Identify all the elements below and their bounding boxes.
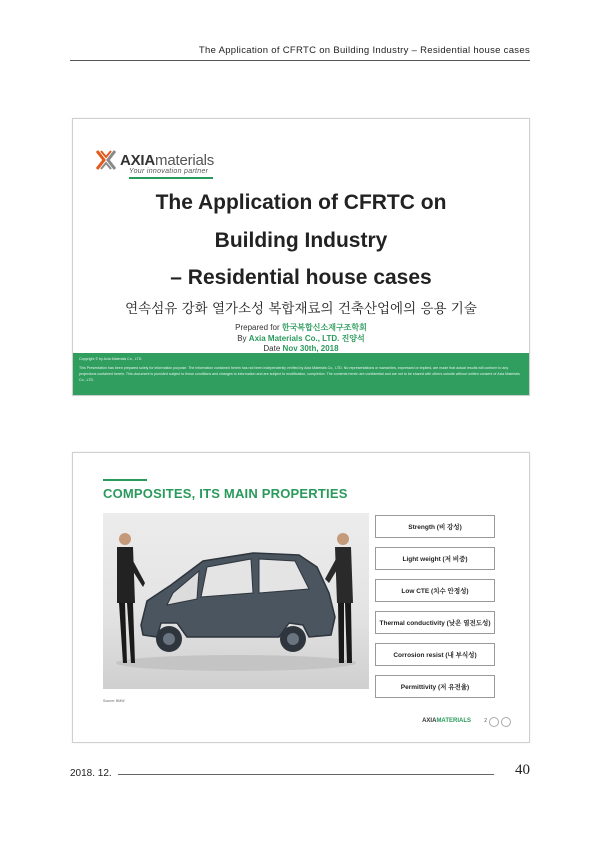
property-corrosion-resist: Corrosion resist (내 부식성) xyxy=(375,643,495,666)
by-line xyxy=(73,333,529,344)
property-light-weight: Light weight (저 비중) xyxy=(375,547,495,570)
property-strength: Strength (비 강성) xyxy=(375,515,495,538)
by-person: 진양석 xyxy=(341,334,365,343)
header-rule xyxy=(70,60,530,61)
slide-page-number: 2 xyxy=(484,718,487,724)
date-label: Date xyxy=(263,344,281,353)
footer-copyright: Copyright © by Axia Materials Co., LTD. xyxy=(79,357,143,361)
axia-x-logo-icon xyxy=(95,149,117,171)
properties-list xyxy=(375,515,495,707)
tagline-underline xyxy=(129,177,213,179)
prepared-for-line xyxy=(73,322,529,333)
tagline: Your innovation partner xyxy=(129,168,209,175)
footer-brand-light: MATERIALS xyxy=(436,718,471,724)
slide-title-line3: – Residential house cases xyxy=(170,266,432,289)
slide-title: COMPOSITES, ITS MAIN PROPERTIES xyxy=(103,486,348,501)
photo-caption: Source: BMW xyxy=(103,699,125,703)
slide-footer-brand xyxy=(422,718,471,724)
slide-nav xyxy=(489,717,511,727)
next-slide-icon xyxy=(501,717,511,727)
page-number: 40 xyxy=(515,762,530,778)
by-company: Axia Materials Co., LTD. xyxy=(248,334,340,343)
logo-wordmark xyxy=(120,152,214,169)
prev-slide-icon xyxy=(489,717,499,727)
slide-title-line2: Building Industry xyxy=(214,229,388,252)
korean-subtitle: 연속섬유 강화 열가소성 복합재료의 건축산업에의 응용 기술 xyxy=(125,301,477,317)
property-permittivity: Permittivity (저 유전율) xyxy=(375,675,495,698)
date-line xyxy=(73,344,529,353)
date-value: Nov 30th, 2018 xyxy=(282,344,339,353)
running-header: The Application of CFRTC on Building Industry – Residential house cases xyxy=(198,45,530,56)
logo-text-bold: AXIA xyxy=(120,151,156,169)
property-low-cte: Low CTE (치수 안정성) xyxy=(375,579,495,602)
slide-footer-band xyxy=(73,353,529,395)
footer-notice: This Presentation has been prepared solely for information purpose. The information contained herein has not been independently verified by Axia Materials Co., LTD. No representations or warranties, expressed or implied, are made that actual results will conform to any projections contained herein. This document is provided subject to these conditions and changes to information and are subject to modification, completion. The contents herein are confidential and are not to be shared with others outside without written consent of Axia Materials Co., LTD. xyxy=(79,366,520,382)
properties-slide xyxy=(72,452,530,743)
car-body-image-icon xyxy=(103,513,369,689)
title-accent-bar xyxy=(103,479,147,481)
car-body-photo xyxy=(103,513,369,689)
property-thermal-conductivity: Thermal conductivity (낮은 열전도성) xyxy=(375,611,495,634)
title-slide xyxy=(72,118,530,396)
issue-date: 2018. 12. xyxy=(70,768,112,779)
prepared-for-value: 한국복합신소재구조학회 xyxy=(281,323,367,332)
slide-title-line1: The Application of CFRTC on xyxy=(155,191,447,214)
by-label: By xyxy=(237,334,247,343)
prepared-for-label: Prepared for xyxy=(235,323,280,332)
logo-text-light: materials xyxy=(155,151,215,169)
footer-rule xyxy=(118,774,494,775)
footer-brand-bold: AXIA xyxy=(422,718,437,724)
